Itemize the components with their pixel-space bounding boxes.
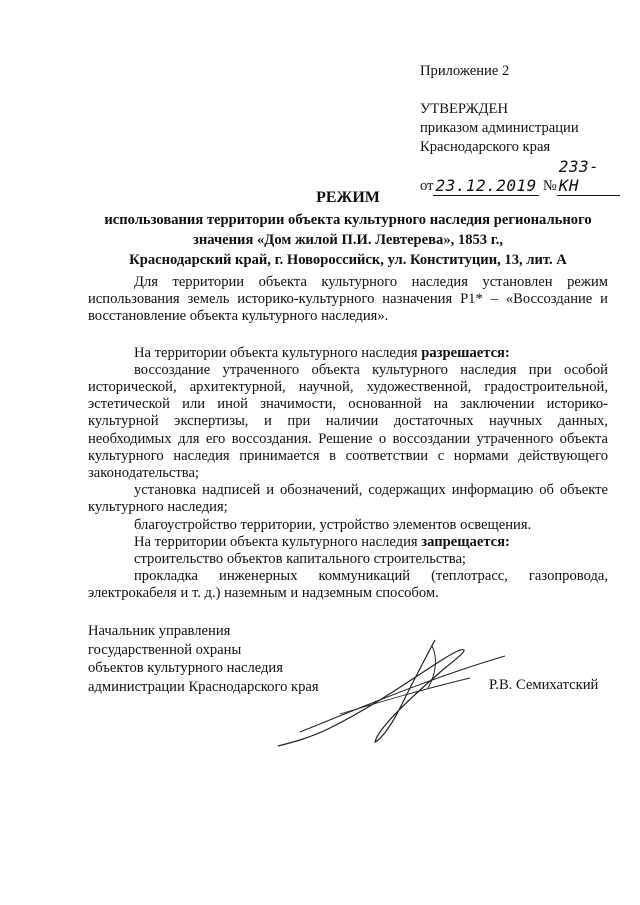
approved-label: УТВЕРЖДЕН bbox=[420, 101, 508, 117]
document-title bbox=[86, 188, 610, 270]
signature-line-3: объектов культурного наследия bbox=[88, 660, 283, 676]
title-line-3: Краснодарский край, г. Новороссийск, ул. Конституции, 13, лит. А bbox=[129, 252, 567, 268]
approval-line-2: Краснодарского края bbox=[420, 139, 551, 155]
forbidden-item: прокладка инженерных коммуникаций (теплотрасс, газопровода, электрокабеля и т. д.) наземным и надземным способом. bbox=[88, 568, 608, 602]
document-body bbox=[88, 274, 608, 603]
title-line-1: использования территории объекта культурного наследия регионального bbox=[104, 212, 592, 228]
approval-line-1: приказом администрации bbox=[420, 120, 579, 136]
signature-line-4: администрации Краснодарского края bbox=[88, 678, 319, 695]
approval-stamp bbox=[420, 62, 620, 196]
allowed-item: благоустройство территории, устройство элементов освещения. bbox=[134, 516, 532, 533]
allowed-heading bbox=[88, 345, 608, 362]
handwritten-date: 23.12.2019 bbox=[435, 176, 537, 195]
allowed-item: установка надписей и обозначений, содержащих информацию об объекте культурного наследия; bbox=[88, 482, 608, 516]
forbidden-word: запрещается: bbox=[421, 533, 510, 550]
signature-line-1: Начальник управления bbox=[88, 623, 231, 639]
handwritten-number: 233-КН bbox=[557, 157, 620, 196]
allowed-item: воссоздание утраченного объекта культурного наследия при особой исторической, архитектурной, научной, художественной, градостроительной, эстетической или иной значимости, основанной на заключении историко-культурной экспертизы, и при наличии достаточных научных данных, необходимых для его воссоздания. Решение о воссоздании утраченного объекта культурного наследия принимается в соответствии с нормами действующего законодательства; bbox=[88, 361, 608, 482]
signer-name: Р.В. Семихатский bbox=[489, 677, 599, 693]
title-main: РЕЖИМ bbox=[316, 189, 380, 206]
forbidden-item: строительство объектов капитального строительства; bbox=[134, 551, 466, 568]
forbidden-lead: На территории объекта культурного наследия bbox=[134, 533, 422, 550]
allowed-word: разрешается: bbox=[421, 344, 510, 361]
appendix-label: Приложение 2 bbox=[420, 63, 510, 79]
date-prefix: от bbox=[420, 178, 434, 194]
allowed-lead: На территории объекта культурного наследия bbox=[134, 344, 422, 361]
intro-paragraph: Для территории объекта культурного наследия установлен режим использования земель историко-культурного назначения Р1* – «Воссоздание и восстановление объекта культурного наследия». bbox=[88, 274, 608, 325]
signature-line-2: государственной охраны bbox=[88, 641, 242, 658]
number-prefix: № bbox=[542, 178, 557, 194]
handwritten-signature bbox=[270, 628, 520, 748]
forbidden-heading bbox=[88, 534, 608, 551]
title-line-2: значения «Дом жилой П.И. Левтерева», 1853 г., bbox=[192, 232, 504, 248]
